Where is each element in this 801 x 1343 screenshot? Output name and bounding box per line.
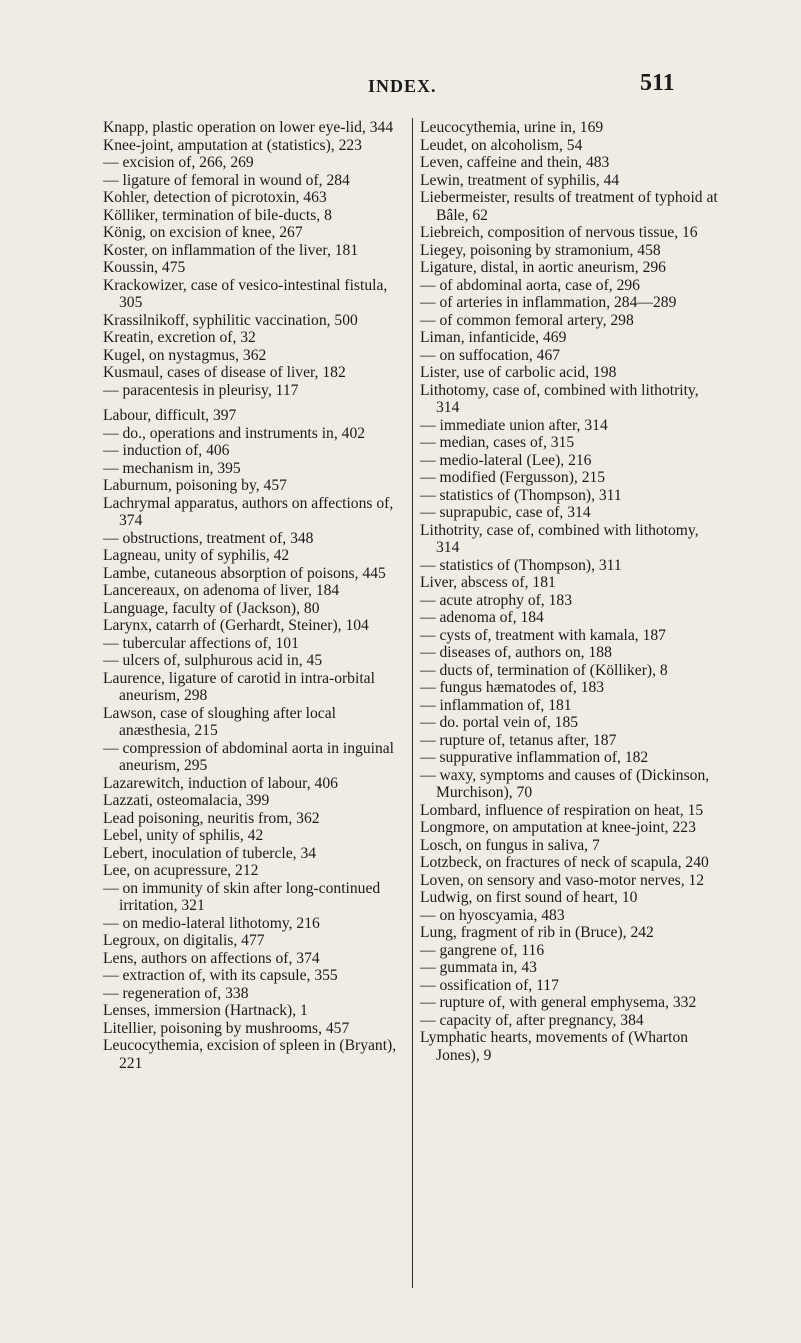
index-entry: Lung, fragment of rib in (Bruce), 242 bbox=[420, 924, 654, 941]
index-entry: Knee-joint, amputation at (statistics), 223 bbox=[103, 136, 362, 154]
index-entry: Lithotomy, case of, combined with lithotrity, 314 bbox=[420, 381, 699, 416]
index-entry: Litellier, poisoning by mushrooms, 457 bbox=[103, 1019, 350, 1037]
index-entry: Kusmaul, cases of disease of liver, 182 bbox=[103, 364, 346, 381]
index-entry: — adenoma of, 184 bbox=[420, 609, 544, 626]
index-entry: — ossification of, 117 bbox=[420, 976, 559, 994]
index-entry: Liman, infanticide, 469 bbox=[420, 329, 567, 346]
index-entry: — paracentesis in pleurisy, 117 bbox=[103, 381, 299, 399]
index-entry: — capacity of, after pregnancy, 384 bbox=[420, 1011, 644, 1029]
index-entry: — acute atrophy of, 183 bbox=[420, 591, 572, 609]
index-entry: Ludwig, on first sound of heart, 10 bbox=[420, 889, 638, 906]
index-entry: — median, cases of, 315 bbox=[420, 434, 575, 451]
index-entry: Ligature, distal, in aortic aneurism, 296 bbox=[420, 259, 666, 276]
index-entry: — fungus hæmatodes of, 183 bbox=[420, 679, 605, 696]
index-entry: Liver, abscess of, 181 bbox=[420, 574, 556, 591]
index-entry: Lombard, influence of respiration on heat, 15 bbox=[420, 801, 704, 819]
index-entry: Language, faculty of (Jackson), 80 bbox=[103, 599, 320, 617]
index-entry: Labour, difficult, 397 bbox=[103, 407, 237, 424]
index-entry: Kugel, on nystagmus, 362 bbox=[103, 346, 267, 364]
index-entry: — on hyoscyamia, 483 bbox=[420, 906, 565, 924]
index-entry: Lewin, treatment of syphilis, 44 bbox=[420, 171, 620, 189]
index-entry: — compression of abdominal aorta in inguinal aneurism, 295 bbox=[103, 739, 395, 774]
index-entry: — on medio-lateral lithotomy, 216 bbox=[103, 914, 320, 932]
index-entry: — cysts of, treatment with kamala, 187 bbox=[420, 626, 666, 644]
index-entry: Lagneau, unity of syphilis, 42 bbox=[103, 547, 290, 564]
index-entry: — of arteries in inflammation, 284—289 bbox=[420, 294, 677, 311]
index-entry: — suppurative inflammation of, 182 bbox=[420, 749, 649, 766]
index-entry: — ulcers of, sulphurous acid in, 45 bbox=[103, 652, 323, 669]
index-entry: — waxy, symptoms and causes of (Dickinson, Murchison), 70 bbox=[420, 766, 710, 801]
index-entry: Leucocythemia, urine in, 169 bbox=[420, 119, 604, 136]
index-entry: Krackowizer, case of vesico-intestinal fistula, 305 bbox=[103, 276, 388, 311]
index-entry: — of common femoral artery, 298 bbox=[420, 311, 634, 329]
index-entry: — extraction of, with its capsule, 355 bbox=[103, 967, 338, 984]
index-entry: Lazarewitch, induction of labour, 406 bbox=[103, 774, 338, 792]
index-entry: Laurence, ligature of carotid in intra-orbital aneurism, 298 bbox=[103, 669, 375, 704]
column-divider bbox=[412, 118, 413, 1288]
index-entry: Liebreich, composition of nervous tissue, 16 bbox=[420, 224, 698, 241]
index-entry: Lambe, cutaneous absorption of poisons, 445 bbox=[103, 564, 386, 582]
index-entry: Leven, caffeine and thein, 483 bbox=[420, 154, 610, 171]
index-entry: Longmore, on amputation at knee-joint, 223 bbox=[420, 819, 696, 836]
index-entry: — statistics of (Thompson), 311 bbox=[420, 486, 622, 504]
index-entry: Lawson, case of sloughing after local anæsthesia, 215 bbox=[103, 704, 336, 739]
index-column-right bbox=[420, 119, 725, 1064]
index-entry: — mechanism in, 395 bbox=[103, 459, 241, 477]
index-entry: — inflammation of, 181 bbox=[420, 696, 572, 714]
index-entry: — diseases of, authors on, 188 bbox=[420, 644, 612, 661]
index-entry: — immediate union after, 314 bbox=[420, 416, 608, 434]
index-entry: Leudet, on alcoholism, 54 bbox=[420, 136, 583, 154]
index-entry: — medio-lateral (Lee), 216 bbox=[420, 451, 592, 469]
index-column-left bbox=[103, 119, 403, 1072]
index-entry: Lister, use of carbolic acid, 198 bbox=[420, 364, 617, 381]
index-entry: — obstructions, treatment of, 348 bbox=[103, 529, 314, 547]
index-entry: Lebert, inoculation of tubercle, 34 bbox=[103, 844, 317, 862]
index-entry: König, on excision of knee, 267 bbox=[103, 224, 303, 241]
index-entry: — regeneration of, 338 bbox=[103, 984, 249, 1002]
index-entry: Liebermeister, results of treatment of typhoid at Bâle, 62 bbox=[420, 189, 718, 224]
index-entry: Lazzati, osteomalacia, 399 bbox=[103, 792, 270, 809]
index-entry: Krassilnikoff, syphilitic vaccination, 500 bbox=[103, 311, 358, 329]
index-entry: Lead poisoning, neuritis from, 362 bbox=[103, 809, 320, 827]
index-entry: — induction of, 406 bbox=[103, 442, 230, 459]
index-entry: — on immunity of skin after long-continued irritation, 321 bbox=[103, 879, 381, 914]
index-entry: — tubercular affections of, 101 bbox=[103, 634, 299, 652]
index-entry: Lens, authors on affections of, 374 bbox=[103, 949, 320, 967]
index-entry: Loven, on sensory and vaso-motor nerves, 12 bbox=[420, 871, 705, 889]
index-entry: Losch, on fungus in saliva, 7 bbox=[420, 836, 600, 854]
index-entry: — gummata in, 43 bbox=[420, 959, 537, 976]
index-entry: Kreatin, excretion of, 32 bbox=[103, 329, 256, 346]
index-entry: — gangrene of, 116 bbox=[420, 941, 545, 959]
index-entry: — on suffocation, 467 bbox=[420, 346, 561, 364]
index-entry: Lymphatic hearts, movements of (Wharton Jones), 9 bbox=[420, 1029, 689, 1064]
index-entry: Lee, on acupressure, 212 bbox=[103, 862, 259, 879]
index-entry: Lebel, unity of sphilis, 42 bbox=[103, 827, 264, 844]
index-entry: — excision of, 266, 269 bbox=[103, 154, 254, 171]
index-entry: — statistics of (Thompson), 311 bbox=[420, 556, 622, 574]
index-entry: Larynx, catarrh of (Gerhardt, Steiner), 104 bbox=[103, 617, 369, 634]
index-entry: Lancereaux, on adenoma of liver, 184 bbox=[103, 582, 340, 599]
index-entry: Lachrymal apparatus, authors on affections of, 374 bbox=[103, 494, 394, 529]
index-entry: Lithotrity, case of, combined with lithotomy, 314 bbox=[420, 521, 699, 556]
index-entry: Lenses, immersion (Hartnack), 1 bbox=[103, 1002, 308, 1019]
index-entry: Liegey, poisoning by stramonium, 458 bbox=[420, 241, 661, 259]
index-entry: Lotzbeck, on fractures of neck of scapula, 240 bbox=[420, 854, 709, 871]
index-entry: — rupture of, tetanus after, 187 bbox=[420, 731, 617, 749]
page-number: 511 bbox=[640, 70, 675, 96]
index-entry: — ducts of, termination of (Kölliker), 8 bbox=[420, 661, 668, 679]
index-entry: — rupture of, with general emphysema, 332 bbox=[420, 994, 697, 1011]
index-entry: Legroux, on digitalis, 477 bbox=[103, 932, 265, 949]
index-entry: — ligature of femoral in wound of, 284 bbox=[103, 171, 350, 189]
index-entry: Koster, on inflammation of the liver, 181 bbox=[103, 241, 359, 259]
running-title: INDEX. bbox=[368, 76, 437, 96]
index-entry: — do., operations and instruments in, 402 bbox=[103, 424, 366, 442]
index-entry: Koussin, 475 bbox=[103, 259, 186, 276]
index-entry: — do. portal vein of, 185 bbox=[420, 714, 579, 731]
index-entry: — suprapubic, case of, 314 bbox=[420, 504, 591, 521]
index-entry: Kohler, detection of picrotoxin, 463 bbox=[103, 189, 327, 206]
index-entry: Kölliker, termination of bile-ducts, 8 bbox=[103, 206, 332, 224]
index-entry: Laburnum, poisoning by, 457 bbox=[103, 477, 287, 494]
index-entry: Knapp, plastic operation on lower eye-lid, 344 bbox=[103, 119, 394, 136]
index-entry: — of abdominal aorta, case of, 296 bbox=[420, 276, 640, 294]
page-header bbox=[0, 68, 801, 104]
index-entry: Leucocythemia, excision of spleen in (Bryant), 221 bbox=[103, 1037, 397, 1072]
index-entry: — modified (Fergusson), 215 bbox=[420, 469, 606, 486]
